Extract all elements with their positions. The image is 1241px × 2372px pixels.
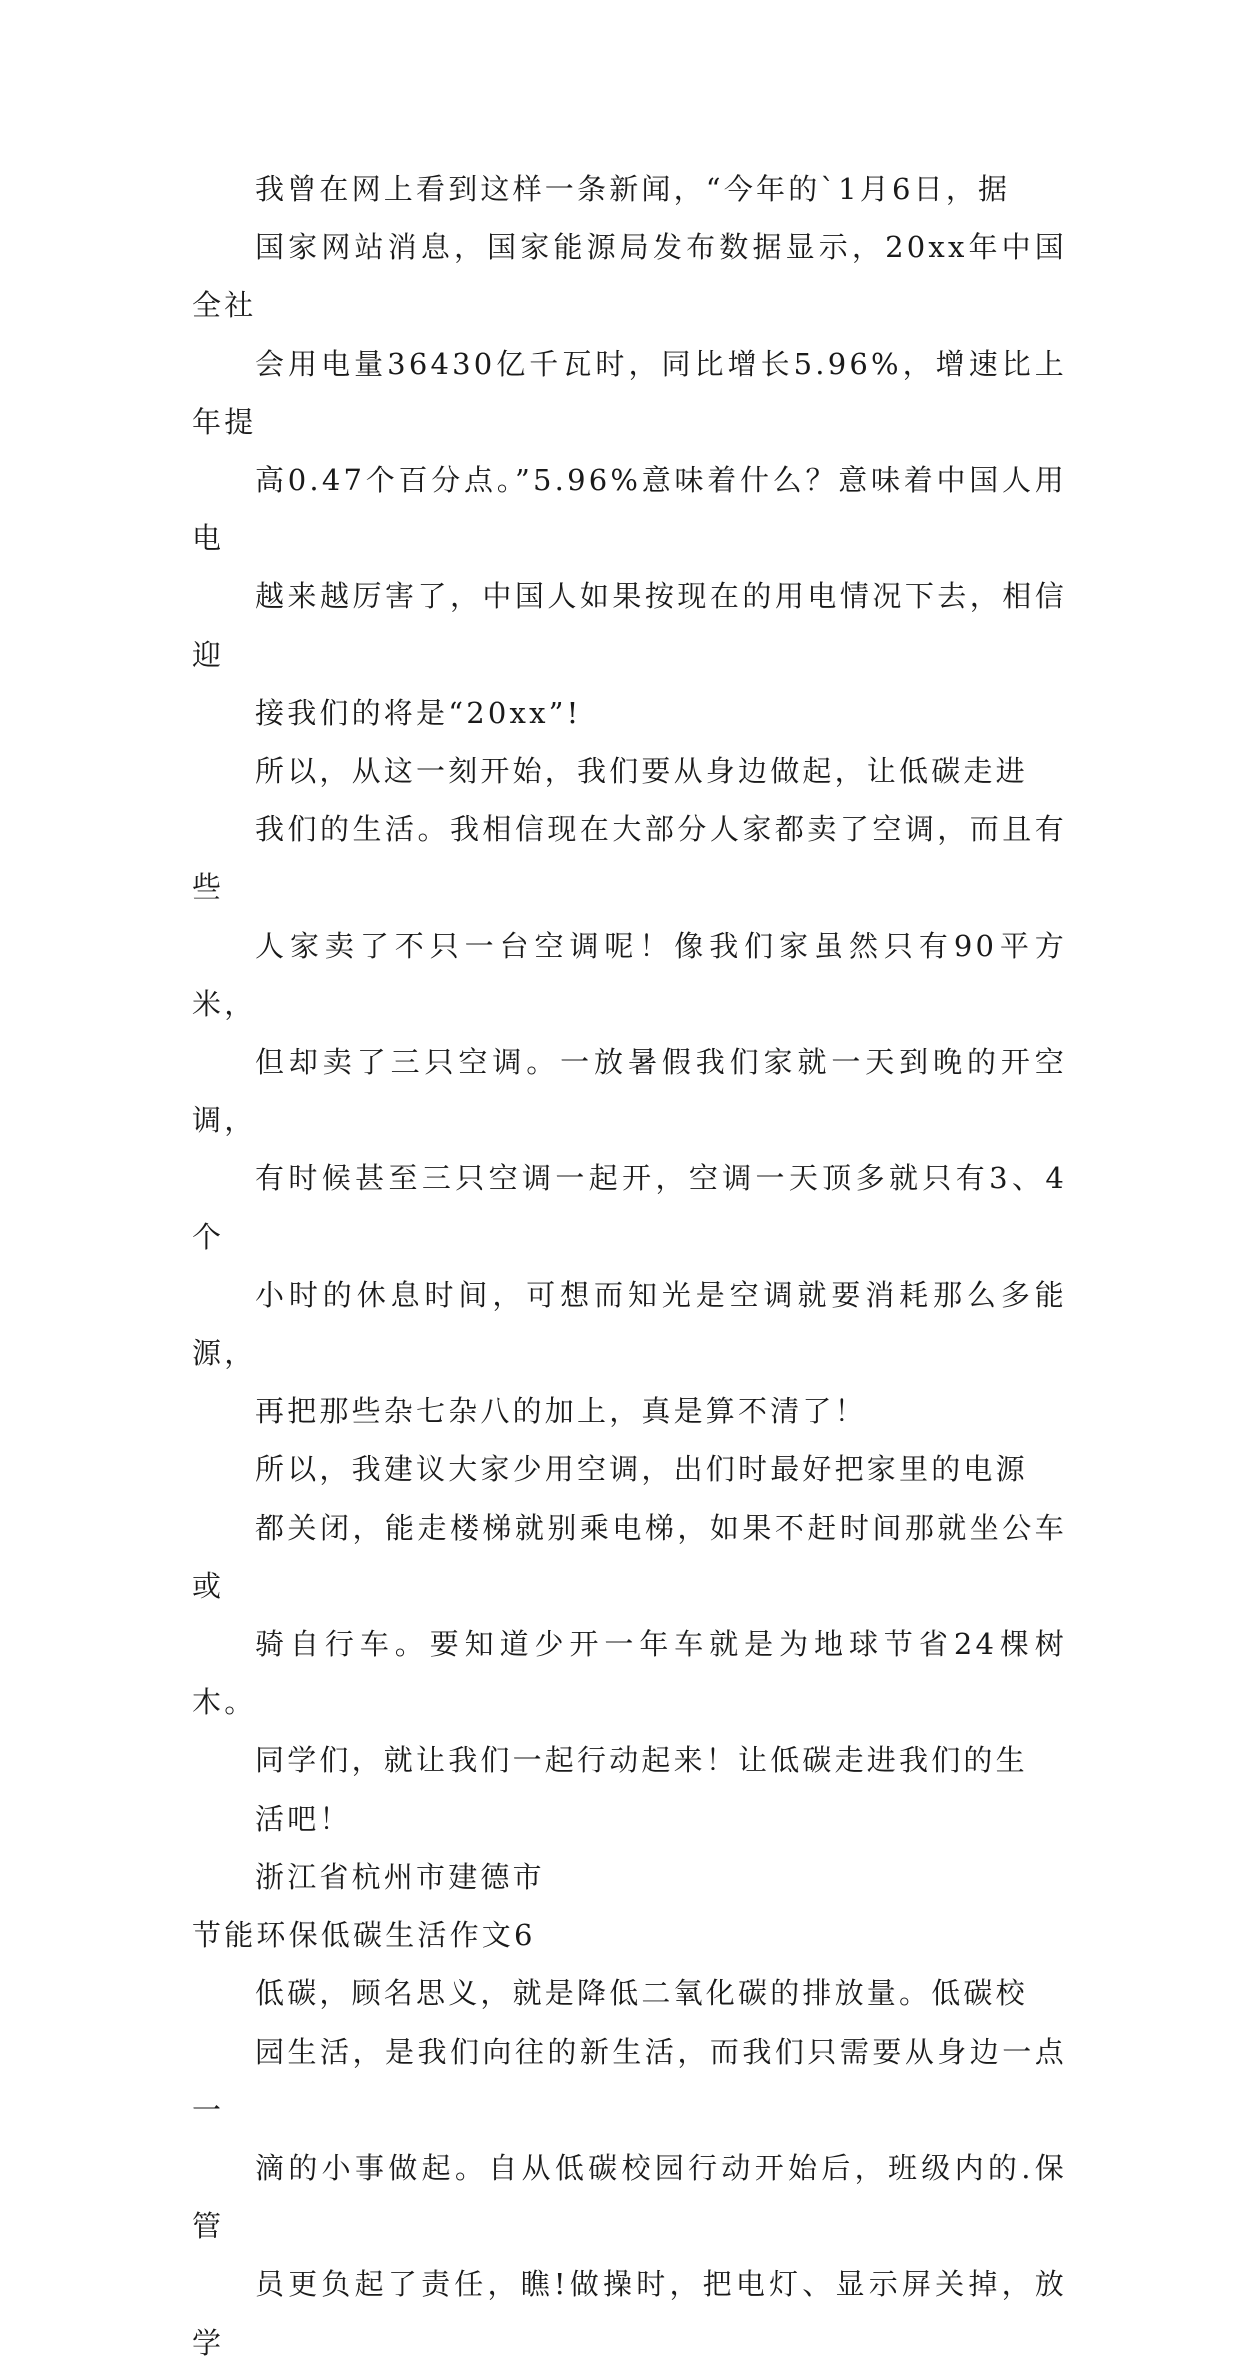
text-line: 所以，我建议大家少用空调，出们时最好把家里的电源 [255, 1452, 1028, 1487]
paragraph-suggest [192, 1440, 1067, 1731]
text-line: 再把那些杂七杂八的加上，真是算不清了！ [255, 1394, 867, 1429]
document-body [192, 160, 1067, 2372]
text-line: 员更负起了责任，瞧!做操时，把电灯、显示屏关掉，放学 [192, 2267, 1067, 2360]
section-heading [192, 1906, 1067, 1964]
text-line: 会用电量36430亿千瓦时，同比增长5.96%，增速比上年提 [192, 346, 1067, 439]
text-line: 所以，从这一刻开始，我们要从身边做起，让低碳走进 [255, 754, 1028, 789]
paragraph-essay6 [192, 1964, 1067, 2371]
paragraph-aircon [192, 742, 1067, 1440]
paragraph-call [192, 1731, 1067, 1847]
text-line: 节能环保低碳生活作文6 [192, 1918, 536, 1953]
text-line: 但却卖了三只空调。一放暑假我们家就一天到晚的开空调， [192, 1045, 1067, 1138]
text-line: 园生活，是我们向往的新生活，而我们只需要从身边一点一 [192, 2034, 1067, 2127]
text-line: 都关闭，能走楼梯就别乘电梯，如果不赶时间那就坐公车或 [192, 1510, 1067, 1603]
text-line: 越来越厉害了，中国人如果按现在的用电情况下去，相信迎 [192, 579, 1067, 672]
text-line: 人家卖了不只一台空调呢！像我们家虽然只有90平方米， [192, 928, 1067, 1021]
text-line: 高0.47个百分点。”5.96%意味着什么？意味着中国人用电 [192, 463, 1067, 556]
text-line: 滴的小事做起。自从低碳校园行动开始后，班级内的.保管 [192, 2150, 1067, 2244]
text-line: 国家网站消息，国家能源局发布数据显示，20xx年中国全社 [192, 230, 1067, 323]
text-line: 接我们的将是“20xx”! [255, 695, 582, 730]
text-line: 骑自行车。要知道少开一年车就是为地球节省24棵树木。 [192, 1627, 1067, 1720]
text-line: 小时的休息时间，可想而知光是空调就要消耗那么多能源， [192, 1277, 1067, 1371]
text-line: 同学们，就让我们一起行动起来！让低碳走进我们的生 [255, 1743, 1028, 1778]
text-line: 浙江省杭州市建德市 [255, 1859, 545, 1894]
text-line: 我曾在网上看到这样一条新闻，“今年的`1月6日，据 [255, 172, 1011, 206]
text-line: 低碳，顾名思义，就是降低二氧化碳的排放量。低碳校 [255, 1976, 1028, 2011]
author-location [192, 1848, 1067, 1906]
text-line: 我们的生活。我相信现在大部分人家都卖了空调，而且有些 [192, 812, 1067, 905]
text-line: 活吧！ [255, 1801, 352, 1836]
paragraph-news [192, 160, 1067, 742]
text-line: 有时候甚至三只空调一起开，空调一天顶多就只有3、4个 [192, 1161, 1067, 1254]
